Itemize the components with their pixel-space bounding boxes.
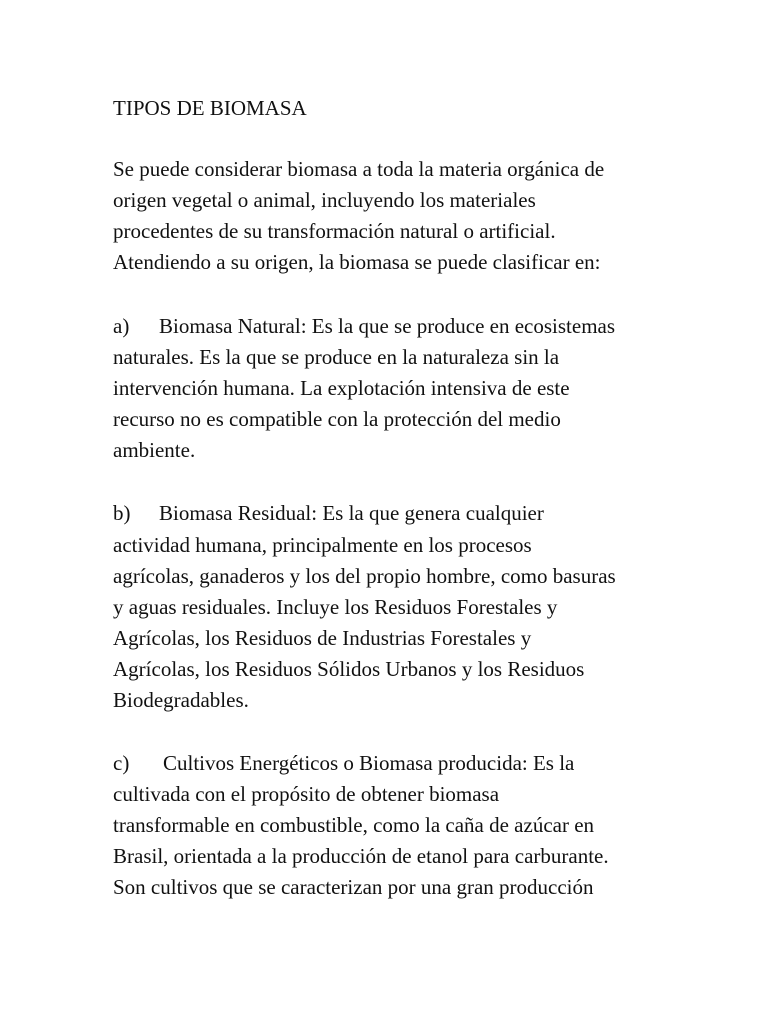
intro-line: origen vegetal o animal, incluyendo los materiales <box>113 188 536 212</box>
item-label: c) <box>113 751 130 775</box>
item-label: b) <box>113 501 131 525</box>
item-text: Biomasa Natural: Es la que se produce en ecosistemas <box>159 314 616 338</box>
item-b-line: actividad humana, principalmente en los procesos <box>113 533 532 557</box>
item-b-first-line <box>113 501 544 525</box>
item-c-line: transformable en combustible, como la caña de azúcar en <box>113 813 595 837</box>
item-text: Biomasa Residual: Es la que genera cualquier <box>159 501 544 525</box>
item-a-line: recurso no es compatible con la protección del medio <box>113 407 561 431</box>
item-c-line: Brasil, orientada a la producción de etanol para carburante. <box>113 844 609 868</box>
intro-line: procedentes de su transformación natural o artificial. <box>113 219 556 243</box>
item-a-line: naturales. Es la que se produce en la naturaleza sin la <box>113 345 560 369</box>
item-c-line: Son cultivos que se caracterizan por una gran producción <box>113 875 594 899</box>
intro-line: Se puede considerar biomasa a toda la materia orgánica de <box>113 157 605 181</box>
item-a-line: ambiente. <box>113 438 196 462</box>
item-c-first-line <box>113 751 574 775</box>
item-label: a) <box>113 314 130 338</box>
item-a-line: intervención humana. La explotación intensiva de este <box>113 376 570 400</box>
item-a-first-line <box>113 314 615 338</box>
item-c-line: cultivada con el propósito de obtener biomasa <box>113 782 500 806</box>
item-b-line: agrícolas, ganaderos y los del propio hombre, como basuras <box>113 564 616 588</box>
document-title: TIPOS DE BIOMASA <box>113 96 307 120</box>
item-b-line: Agrícolas, los Residuos de Industrias Forestales y <box>113 626 532 650</box>
item-b-line: y aguas residuales. Incluye los Residuos Forestales y <box>113 595 558 619</box>
item-b-line: Agrícolas, los Residuos Sólidos Urbanos y los Residuos <box>113 657 585 681</box>
intro-line: Atendiendo a su origen, la biomasa se puede clasificar en: <box>113 250 601 274</box>
item-text: Cultivos Energéticos o Biomasa producida: Es la <box>163 751 575 775</box>
item-b-line: Biodegradables. <box>113 688 249 712</box>
